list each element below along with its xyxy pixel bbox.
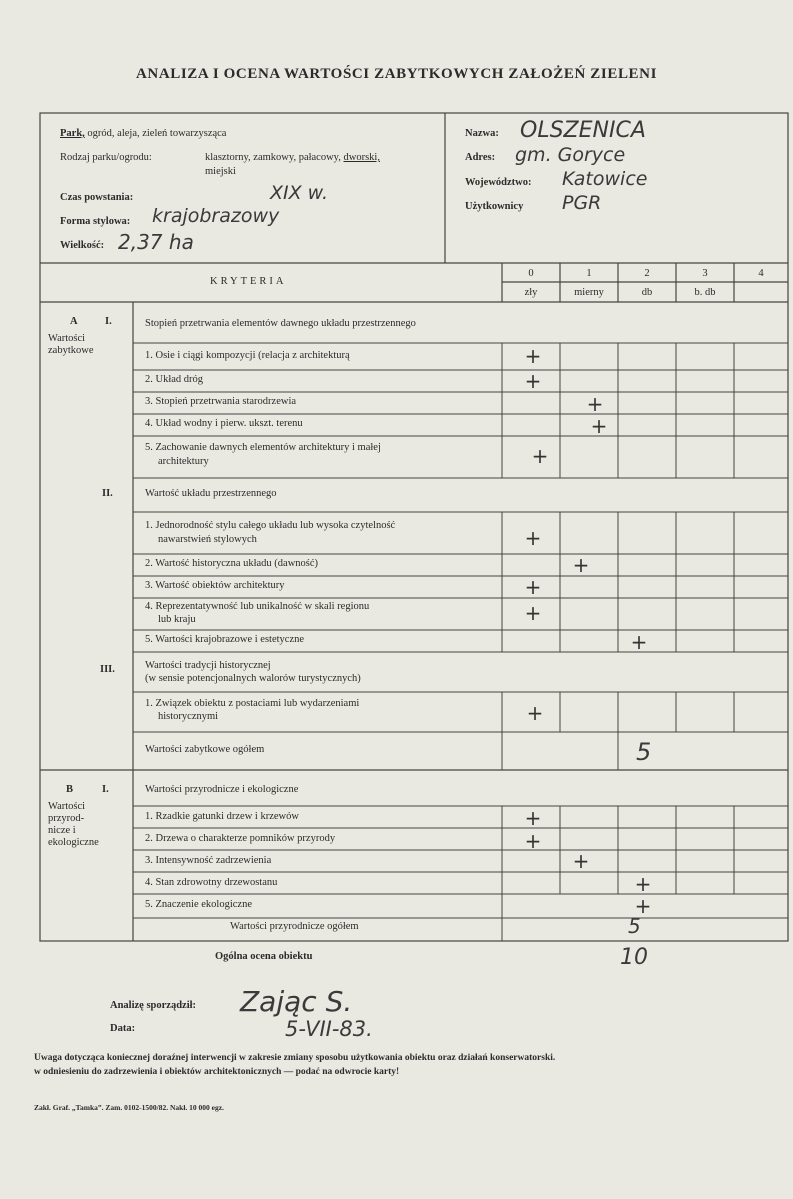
group3-subtitle: (w sensie potencjonalnych walorów turystycznych) (145, 673, 361, 684)
mark-a2-4: + (524, 601, 542, 625)
note-line-1: Uwaga dotycząca koniecznej doraźnej interwencji w zakresie zmiany sposobu użytkowania obiektu oraz działań konserwatorski. (34, 1053, 556, 1063)
users-label: Użytkownicy (465, 201, 524, 212)
b-item-3: 3. Intensywność zadrzewienia (145, 855, 272, 866)
mark-a1-3: + (586, 392, 604, 416)
g1-item-5-cont: architektury (158, 456, 209, 467)
mark-b-5: + (634, 894, 652, 918)
g2-item-4: 4. Reprezentatywność lub unikalność w skali regionu (145, 601, 370, 612)
g1-item-1: 1. Osie i ciągi kompozycji (relacja z architekturą (145, 350, 350, 361)
analysis-label: Analizę sporządził: (110, 1000, 197, 1011)
mark-b-4: + (634, 872, 652, 896)
group2-title: Wartość układu przestrzennego (145, 488, 277, 499)
section-b-name-1: Wartości (48, 801, 86, 812)
section-b-name-4: ekologiczne (48, 837, 99, 848)
section-b-total-value: 5 (628, 914, 641, 938)
mark-a1-5: + (531, 444, 549, 468)
size-label: Wielkość: (60, 240, 105, 251)
note-line-2 (34, 1067, 399, 1077)
section-a-total-label: Wartości zabytkowe ogółem (145, 744, 265, 755)
mark-b-3: + (572, 849, 590, 873)
g3-item-1-cont: historycznymi (158, 711, 219, 722)
score-2: 2 (644, 268, 650, 279)
created-value: XIX w. (270, 182, 329, 204)
score-name-2: db (641, 287, 653, 298)
section-a-letter: A (70, 316, 78, 327)
users-value: PGR (562, 192, 602, 214)
g1-item-5: 5. Zachowanie dawnych elementów architektury i małej (145, 442, 381, 453)
address-value: gm. Goryce (515, 144, 626, 166)
g2-item-1-cont: nawarstwień stylowych (158, 534, 257, 545)
voivodeship-label: Województwo: (465, 177, 532, 188)
score-1: 1 (586, 268, 592, 279)
g2-item-5: 5. Wartości krajobrazowe i estetyczne (145, 634, 305, 645)
printer-imprint: Zakł. Graf. „Tamka”. Zam. 0102-1500/82. Nakł. 10 000 egz. (34, 1103, 224, 1112)
section-b-name-3: nicze i (48, 825, 76, 836)
g2-item-2: 2. Wartość historyczna układu (dawność) (145, 558, 319, 569)
section-a-group2-roman: II. (102, 488, 113, 499)
page-title: ANALIZA I OCENA WARTOŚCI ZABYTKOWYCH ZAŁOŻEŃ ZIELENI (135, 66, 658, 82)
group3-title: Wartości tradycji historycznej (145, 660, 271, 671)
section-b-title: Wartości przyrodnicze i ekologiczne (145, 784, 299, 795)
g2-item-1: 1. Jednorodność stylu całego układu lub wysoka czytelność (145, 520, 396, 531)
section-a-name: Wartości zabytkowe (48, 333, 94, 356)
created-label: Czas powstania: (60, 192, 134, 203)
size-value: 2,37 ha (118, 230, 194, 254)
g3-item-1: 1. Związek obiektu z postaciami lub wydarzeniami (145, 698, 360, 709)
date-label: Data: (110, 1023, 136, 1034)
style-label: Forma stylowa: (60, 216, 131, 227)
g1-item-2: 2. Układ dróg (145, 374, 204, 385)
name-value: OLSZENICA (520, 118, 646, 143)
section-b-letter: B (66, 784, 74, 795)
section-a-group3-roman: III. (100, 664, 115, 675)
mark-a2-1: + (524, 526, 542, 550)
kind-options-text: klasztorny, zamkowy, pałacowy, (205, 152, 341, 163)
kind-options (205, 152, 380, 163)
mark-a2-3: + (524, 575, 542, 599)
mark-a1-4: + (590, 414, 608, 438)
mark-a3-1: + (526, 701, 544, 725)
object-type-selected: Park, (60, 128, 85, 139)
address-label: Adres: (465, 152, 496, 163)
g2-item-4-cont: lub kraju (158, 614, 196, 625)
kind-label: Rodzaj parku/ogrodu: (60, 152, 152, 163)
group1-title: Stopień przetrwania elementów dawnego układu przestrzennego (145, 318, 416, 329)
score-4: 4 (758, 268, 764, 279)
section-a-roman: I. (105, 316, 112, 327)
b-item-2: 2. Drzewa o charakterze pomników przyrody (145, 833, 336, 844)
kind-selected: dworski, (343, 152, 380, 163)
voivodeship-value: Katowice (562, 168, 648, 190)
g1-item-3: 3. Stopień przetrwania starodrzewia (145, 396, 297, 407)
score-name-3: b. db (694, 287, 716, 298)
mark-a2-5: + (630, 630, 648, 654)
date-value: 5-VII-83. (285, 1017, 373, 1041)
score-name-0: zły (524, 287, 538, 298)
g1-item-4: 4. Układ wodny i pierw. ukszt. terenu (145, 418, 303, 429)
section-b-name-2: przyrod- (48, 813, 85, 824)
section-b-roman: I. (102, 784, 109, 795)
overall-label: Ogólna ocena obiektu (215, 951, 313, 962)
g2-item-3: 3. Wartość obiektów architektury (145, 580, 285, 591)
score-name-1: mierny (574, 287, 604, 298)
note-line-2-emphasis: podać na odwrocie karty! (295, 1067, 400, 1077)
mark-b-2: + (524, 829, 542, 853)
section-a-total-value: 5 (636, 738, 652, 766)
object-type-rest: ogród, aleja, zieleń towarzysząca (84, 128, 227, 139)
criteria-label: KRYTERIA (210, 276, 287, 287)
mark-a1-1: + (524, 344, 542, 368)
overall-value: 10 (620, 945, 648, 970)
style-value: krajobrazowy (152, 205, 280, 227)
b-item-1: 1. Rzadkie gatunki drzew i krzewów (145, 811, 299, 822)
name-label: Nazwa: (465, 128, 499, 139)
analysis-signature: Zając S. (240, 985, 353, 1018)
mark-a2-2: + (572, 553, 590, 577)
b-item-4: 4. Stan zdrowotny drzewostanu (145, 877, 278, 888)
score-3: 3 (702, 268, 708, 279)
kind-options-2: miejski (205, 166, 236, 177)
score-0: 0 (528, 268, 534, 279)
object-type-line (60, 128, 226, 139)
section-b-total-label: Wartości przyrodnicze ogółem (230, 921, 359, 932)
mark-a1-2: + (524, 369, 542, 393)
mark-b-1: + (524, 806, 542, 830)
note-line-2-text: w odniesieniu do zadrzewienia i obiektów architektonicznych — (34, 1067, 296, 1077)
b-item-5: 5. Znaczenie ekologiczne (145, 899, 252, 910)
